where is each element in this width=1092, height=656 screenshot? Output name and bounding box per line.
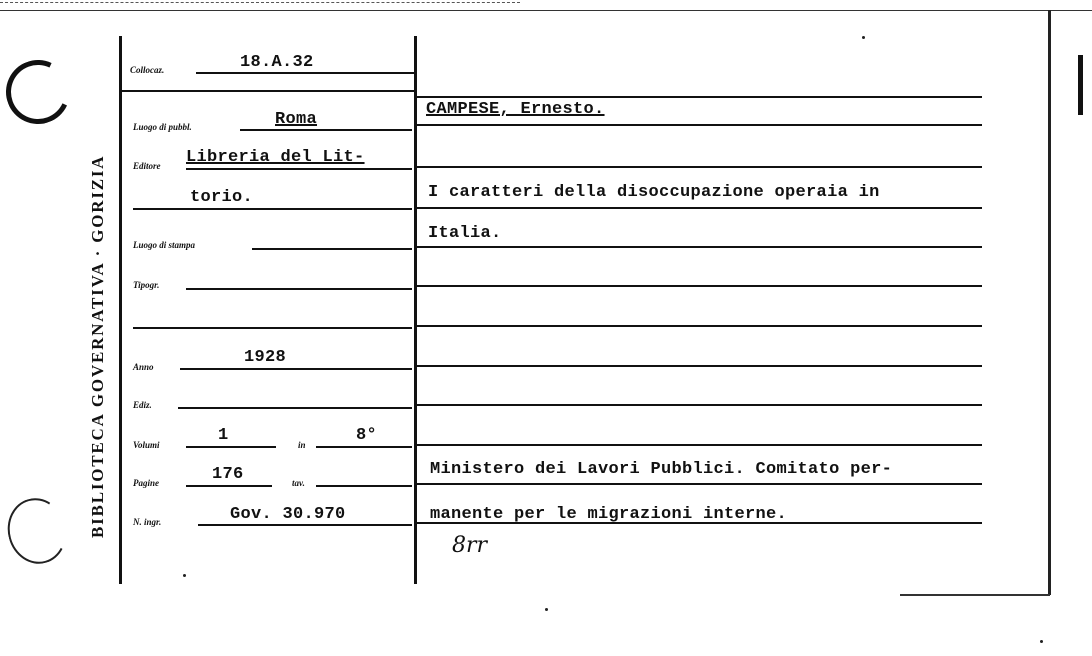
note-value-1: Ministero dei Lavori Pubblici. Comitato per- — [430, 460, 893, 479]
collocazione-line — [196, 72, 414, 74]
right-edge-mark — [1078, 55, 1083, 115]
top-edge-line-2 — [0, 2, 520, 3]
library-stamp — [82, 88, 114, 538]
right-line-9 — [417, 444, 982, 446]
editore-line-2 — [133, 208, 412, 210]
top-edge-line — [0, 10, 1092, 11]
title-line-1 — [417, 207, 982, 209]
tipogr-label: Tipogr. — [133, 280, 160, 290]
volumi-value: 1 — [218, 426, 229, 445]
volumi-format: 8° — [356, 426, 378, 445]
tav-label: tav. — [292, 478, 305, 488]
luogo-pubbl-line — [240, 129, 412, 131]
editore-value-2: torio. — [190, 188, 254, 207]
ediz-label: Ediz. — [133, 400, 152, 410]
volumi-in-label: in — [298, 440, 306, 450]
speck — [1040, 640, 1043, 643]
anno-line — [180, 368, 412, 370]
ediz-line — [178, 407, 412, 409]
right-line-8 — [417, 404, 982, 406]
tav-line — [316, 485, 412, 487]
note-line-1 — [417, 483, 982, 485]
left-column-border — [119, 36, 122, 584]
center-column-border — [414, 36, 417, 584]
note-value-2: manente per le migrazioni interne. — [430, 505, 788, 524]
collocazione-label: Collocaz. — [130, 65, 165, 75]
pagine-line — [186, 485, 272, 487]
title-value-2: Italia. — [428, 224, 502, 243]
right-line-2 — [417, 166, 982, 168]
pagine-label: Pagine — [133, 478, 159, 488]
note-line-2 — [417, 522, 982, 524]
author-value: CAMPESE, Ernesto. — [426, 100, 605, 119]
n-ingr-line — [198, 524, 412, 526]
handwritten-note: 8rr — [452, 533, 488, 558]
speck — [545, 608, 548, 611]
right-edge-line — [1048, 10, 1051, 595]
editore-line-1 — [186, 168, 412, 170]
right-top-line — [417, 96, 982, 98]
punch-hole-top — [0, 51, 79, 133]
pagine-value: 176 — [212, 465, 244, 484]
volumi-line — [186, 446, 276, 448]
editore-label: Editore — [133, 161, 161, 171]
n-ingr-value: Gov. 30.970 — [230, 505, 346, 524]
speck — [862, 36, 865, 39]
luogo-pubbl-label: Luogo di pubbl. — [133, 122, 192, 132]
right-line-6 — [417, 325, 982, 327]
luogo-pubbl-value: Roma — [275, 110, 318, 129]
anno-value: 1928 — [244, 348, 287, 367]
right-line-5 — [417, 285, 982, 287]
author-line — [417, 124, 982, 126]
volumi-label: Volumi — [133, 440, 160, 450]
anno-label: Anno — [133, 362, 154, 372]
n-ingr-label: N. ingr. — [133, 517, 162, 527]
bottom-edge-line — [900, 594, 1050, 596]
collocazione-value: 18.A.32 — [240, 53, 314, 72]
luogo-stampa-line — [252, 248, 412, 250]
tipogr-line — [186, 288, 412, 290]
title-line-2 — [417, 246, 982, 248]
title-value-1: I caratteri della disoccupazione operaia in — [428, 183, 880, 202]
luogo-stampa-label: Luogo di stampa — [133, 240, 196, 250]
punch-hole-bottom — [0, 492, 73, 571]
speck — [183, 574, 186, 577]
right-line-7 — [417, 365, 982, 367]
library-stamp-text: BIBLIOTECA GOVERNATIVA · GORIZIA — [88, 154, 107, 538]
left-divider-1 — [121, 90, 414, 92]
volumi-format-line — [316, 446, 412, 448]
left-blank-line — [133, 327, 412, 329]
editore-value-1: Libreria del Lit- — [186, 148, 365, 167]
